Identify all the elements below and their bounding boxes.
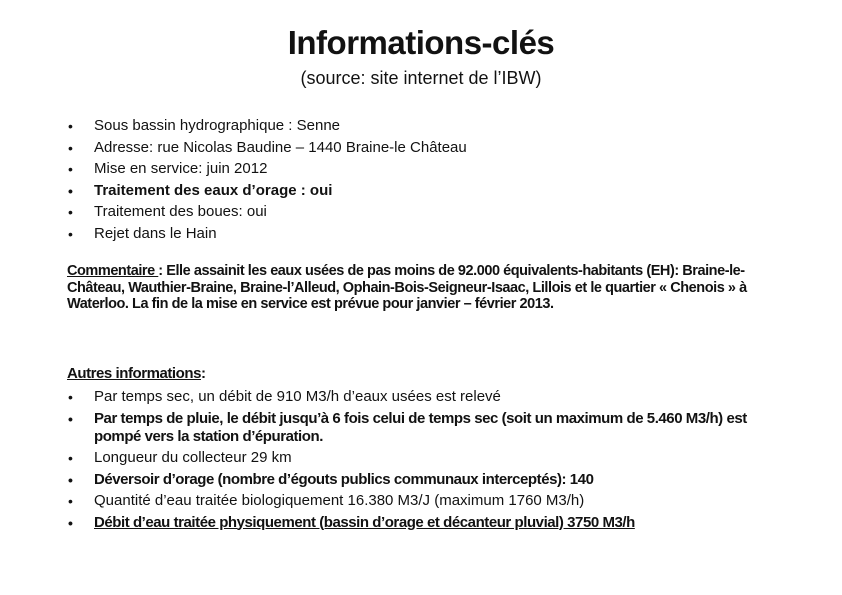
list-item-text: Par temps de pluie, le débit jusqu’à 6 fois celui de temps sec (soit un maximum de 5.460 M3/h) est pompé vers la station d’épuration.: [94, 409, 747, 445]
list-item: [67, 117, 779, 135]
comment-label: Commentaire: [67, 263, 159, 279]
list-item: [67, 514, 779, 532]
list-item-text: Quantité d’eau traitée biologiquement 16.380 M3/J (maximum 1760 M3/h): [94, 492, 585, 509]
key-facts-list: [67, 117, 779, 246]
list-item-text: Traitement des eaux d’orage : oui: [94, 181, 333, 199]
list-item: [67, 225, 779, 243]
list-item: [67, 182, 779, 200]
list-item-text: Déversoir d’orage (nombre d’égouts publics communaux interceptés): 140: [94, 470, 594, 488]
other-info-heading-colon: :: [200, 365, 206, 382]
comment-paragraph: [67, 263, 779, 313]
other-info-heading-label: Autres informations: [67, 365, 201, 382]
list-item-text: Rejet dans le Hain: [94, 224, 217, 242]
list-item: [67, 139, 779, 157]
list-item-text: Adresse: rue Nicolas Baudine – 1440 Braine-le Château: [94, 138, 467, 156]
list-item-text: Par temps sec, un débit de 910 M3/h d’eaux usées est relevé: [94, 388, 501, 405]
page-title: Informations-clés: [287, 24, 555, 61]
slide-subtitle: (source: site internet de l’IBW): [300, 68, 542, 88]
list-item-text: Traitement des boues: oui: [94, 203, 267, 220]
list-item: [67, 471, 779, 489]
list-item: [67, 410, 779, 446]
other-info-heading: [67, 365, 779, 383]
list-item-text: Sous bassin hydrographique : Senne: [94, 117, 341, 134]
list-item-text: Débit d’eau traitée physiquement (bassin d’orage et décanteur pluvial) 3750 M3/h: [94, 513, 635, 531]
list-item: [67, 203, 779, 221]
list-item-text: Longueur du collecteur 29 km: [94, 449, 292, 466]
list-item: [67, 449, 779, 467]
list-item-text: Mise en service: juin 2012: [94, 160, 268, 177]
list-item: [67, 160, 779, 178]
list-item: [67, 492, 779, 510]
comment-text: : Elle assainit les eaux usées de pas moins de 92.000 équivalents-habitants (EH): Braine-le-Château, Wauthier-Braine, Braine-l’Alleud, Ophain-Bois-Seigneur-Isaac, Lillois et le quartier « Chenois » à Waterloo. La fin de la mise en service est prévue pour janvier – février 2013.: [67, 263, 747, 312]
list-item: [67, 388, 779, 406]
other-info-list: [67, 388, 779, 535]
